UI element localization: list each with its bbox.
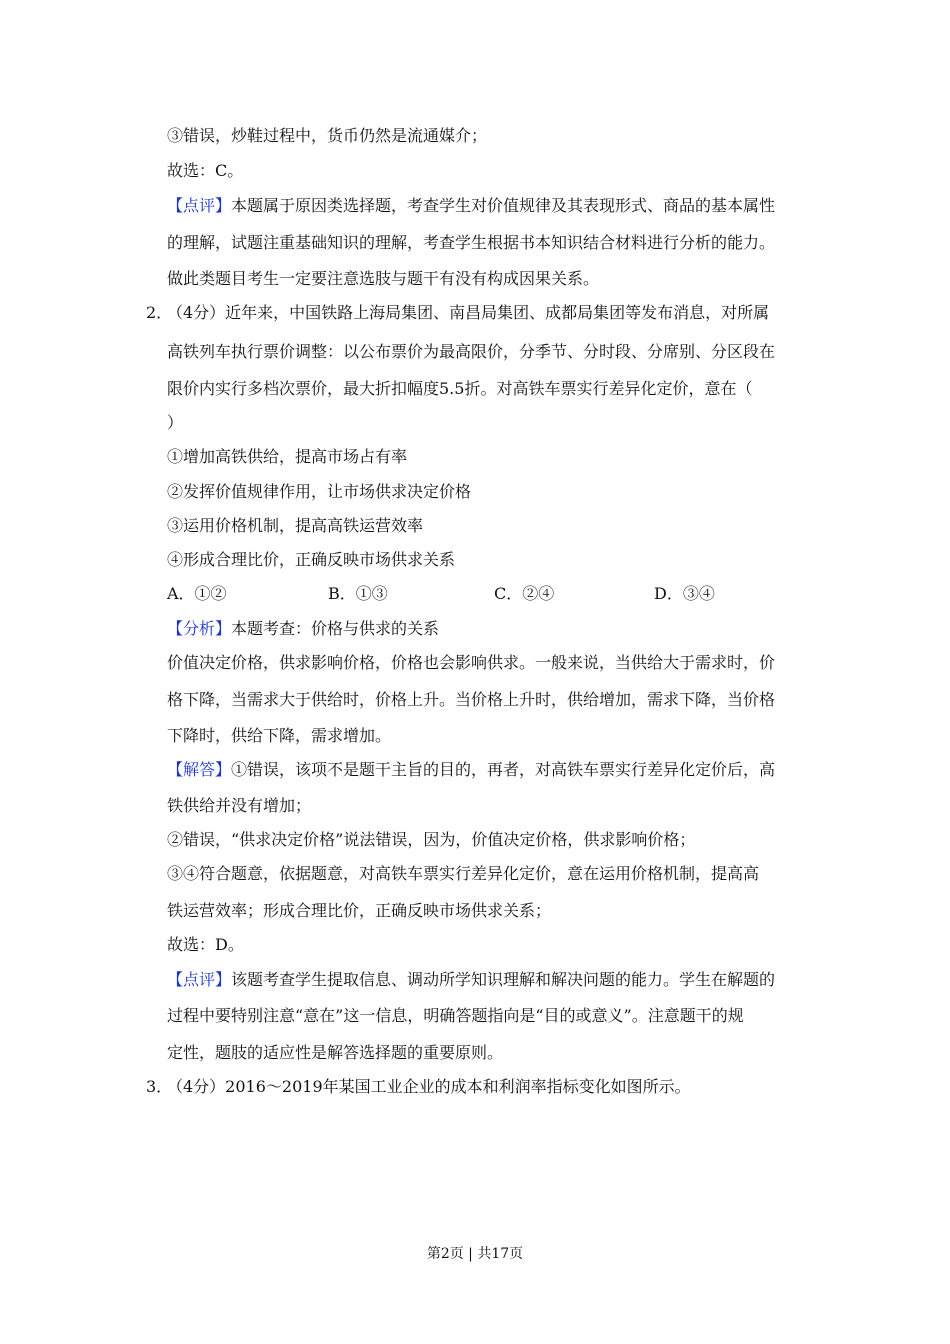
text-line: 做此类题目考生一定要注意选肢与题干有没有构成因果关系。 xyxy=(167,269,600,288)
text-line: 铁供给并没有增加； xyxy=(167,796,312,815)
question-text: （4分）2016～2019年某国工业企业的成本和利润率指标变化如图所示。 xyxy=(167,1077,691,1096)
review-line xyxy=(167,195,817,217)
question-number: 2． xyxy=(146,303,173,322)
text-line: 定性，题肢的适应性是解答选择题的重要原则。 xyxy=(167,1043,504,1062)
answer-text: ①错误，该项不是题干主旨的目的，再者，对高铁车票实行差异化定价后，高 xyxy=(231,760,776,779)
statement-item: ④形成合理比价，正确反映市场供求关系 xyxy=(167,550,456,569)
text-line: 过程中要特别注意“意在”这一信息，明确答题指向是“目的或意义”。注意题干的规 xyxy=(167,1006,744,1025)
analysis-line xyxy=(167,618,817,640)
text-line: 的理解，试题注重基础知识的理解，考查学生根据书本知识结合材料进行分析的能力。 xyxy=(167,233,776,252)
review-line xyxy=(167,969,817,991)
option-a: A．①② xyxy=(167,584,227,603)
statement-item: ②发挥价值规律作用，让市场供求决定价格 xyxy=(167,482,472,501)
text-line: 铁运营效率；形成合理比价，正确反映市场供求关系； xyxy=(167,901,552,920)
review-tag: 【点评】 xyxy=(167,196,232,215)
statement-item: ③运用价格机制，提高高铁运营效率 xyxy=(167,516,424,535)
analysis-tag: 【分析】 xyxy=(167,619,232,638)
option-d: D．③④ xyxy=(654,584,715,603)
question-text: （4分）近年来，中国铁路上海局集团、南昌局集团、成都局集团等发布消息，对所属 xyxy=(167,303,770,322)
review-text: 本题属于原因类选择题，考查学生对价值规律及其表现形式、商品的基本属性 xyxy=(231,196,776,215)
text-line: ③错误，炒鞋过程中，货币仍然是流通媒介； xyxy=(167,126,488,145)
option-c: C．②④ xyxy=(494,584,555,603)
answer-line xyxy=(167,759,817,781)
question-text: 高铁列车执行票价调整：以公布票价为最高限价，分季节、分时段、分席别、分区段在 xyxy=(167,342,776,361)
text-line: 格下降，当需求大于供给时，价格上升。当价格上升时，供给增加，需求下降，当价格 xyxy=(167,690,776,709)
review-tag: 【点评】 xyxy=(167,970,232,989)
text-line: ③④符合题意，依据题意，对高铁车票实行差异化定价，意在运用价格机制，提高高 xyxy=(167,864,760,883)
text-line: 故选：D。 xyxy=(167,935,244,954)
text-line: 价值决定价格，供求影响价格，价格也会影响供求。一般来说，当供给大于需求时，价 xyxy=(167,653,776,672)
text-line: 下降时，供给下降，需求增加。 xyxy=(167,726,392,745)
page-footer: 第2页 | 共17页 xyxy=(426,1246,524,1262)
analysis-text: 本题考查：价格与供求的关系 xyxy=(231,619,440,638)
text-line: ②错误，“供求决定价格”说法错误，因为，价值决定价格，供求影响价格； xyxy=(167,830,696,849)
statement-item: ①增加高铁供给，提高市场占有率 xyxy=(167,447,408,466)
review-text: 该题考查学生提取信息、调动所学知识理解和解决问题的能力。学生在解题的 xyxy=(231,970,776,989)
option-b: B．①③ xyxy=(328,584,388,603)
text-line: 故选：C。 xyxy=(167,161,244,180)
question-text: ） xyxy=(167,413,184,432)
question-number: 3． xyxy=(146,1077,173,1096)
question-text: 限价内实行多档次票价，最大折扣幅度5.5折。对高铁车票实行差异化定价，意在（ xyxy=(167,379,753,398)
answer-tag: 【解答】 xyxy=(167,760,232,779)
